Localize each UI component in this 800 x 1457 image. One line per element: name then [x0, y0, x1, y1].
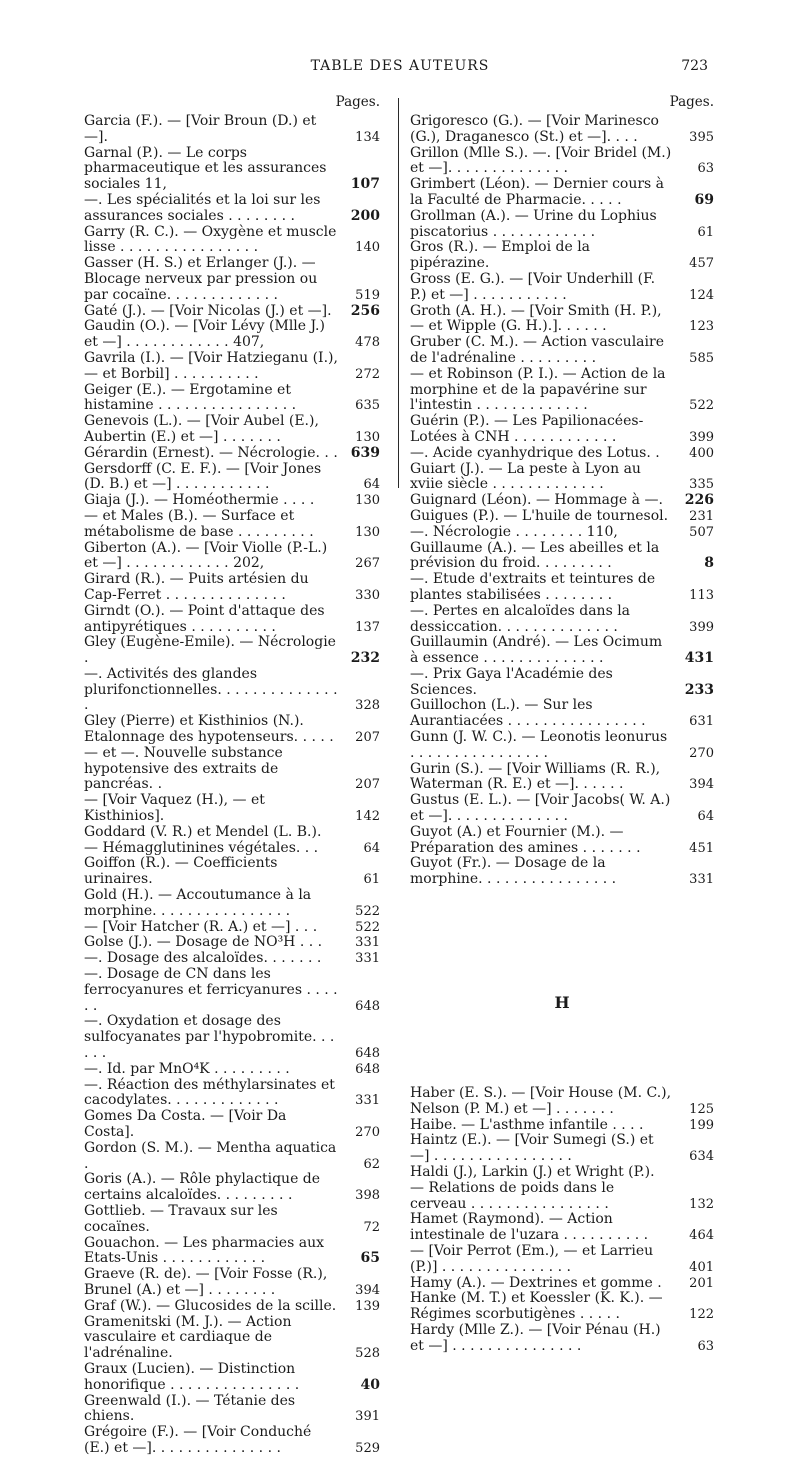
entry-page-number: 394	[689, 777, 714, 793]
index-entry	[84, 935, 380, 951]
entry-page-number: 201	[689, 1275, 714, 1291]
entry-page-number: 634	[689, 1149, 714, 1165]
entry-text: —. Dosage de CN dans les ferrocyanures et ferricyanures . . . . . .	[84, 966, 338, 1014]
entry-page-number: 639	[350, 444, 380, 461]
entry-page-number: 431	[684, 650, 714, 667]
entry-page-number: 331	[355, 951, 380, 967]
entry-page-number: 207	[355, 730, 380, 746]
index-entry	[84, 1141, 380, 1173]
entry-page-number: 267	[355, 556, 380, 572]
entry-page-number: 231	[689, 508, 714, 524]
column-divider	[398, 98, 399, 488]
index-entry	[84, 1362, 380, 1394]
index-entry	[410, 367, 714, 414]
index-entry	[410, 1323, 714, 1355]
index-entry	[84, 509, 380, 541]
entry-text: Gley (Eugène-Emile). — Nécrologie .	[84, 634, 336, 667]
entry-page-number: 328	[355, 698, 380, 714]
entry-page-number: 522	[355, 919, 380, 935]
index-entry	[84, 746, 380, 793]
index-entry	[410, 1291, 714, 1323]
index-entry	[410, 1244, 714, 1276]
entry-text: Giaja (J.). — Homéothermie . . . .	[84, 492, 315, 509]
entry-text: Grimbert (Léon). — Dernier cours à la Faculté de Pharmacie. . . . .	[410, 176, 665, 208]
index-entry	[410, 1212, 714, 1244]
entry-page-number: 398	[355, 1188, 380, 1204]
entry-page-number: 270	[355, 1125, 380, 1140]
entry-page-number: 200	[350, 207, 380, 224]
entry-text: Gley (Pierre) et Kisthinios (N.). Etalonnage des hypotenseurs. . . . .	[84, 713, 334, 746]
pages-label: Pages.	[669, 94, 714, 110]
entry-text: — [Voir Hatcher (R. A.) et —] . . .	[84, 918, 318, 935]
index-entry	[84, 462, 380, 494]
entry-page-number: 529	[355, 1440, 380, 1456]
entry-text: Gasser (H. S.) et Erlanger (J.). — Blocage nerveux par pression ou par cocaïne. . . . . . . . . . . . .	[84, 255, 318, 303]
left-column	[84, 92, 380, 1457]
entry-page-number: 464	[689, 1228, 714, 1244]
entry-text: —. Nécrologie . . . . . . . . 110,	[410, 523, 618, 540]
entry-text: Guignard (Léon). — Hommage à —.	[410, 492, 663, 509]
index-entry	[84, 920, 380, 936]
entry-page-number: 331	[355, 935, 380, 951]
entry-text: Guillochon (L.). — Sur les Aurantiacées . . . . . . . . . . . . . . . .	[410, 697, 646, 730]
entry-text: Gouachon. — Les pharmacies aux Etats-Unis . . . . . . . . . . . .	[84, 1234, 324, 1267]
index-entry	[84, 146, 380, 193]
entry-page-number: 648	[355, 998, 380, 1014]
page-number: 723	[681, 58, 708, 74]
entry-page-number: 331	[355, 1093, 380, 1109]
index-entry	[84, 604, 380, 636]
index-entry	[410, 1118, 714, 1134]
index-entry	[410, 462, 714, 494]
entry-page-number: 648	[355, 1061, 380, 1077]
entry-page-number: 331	[689, 872, 714, 888]
index-entry	[410, 209, 714, 241]
entry-text: —. Activités des glandes plurifonctionnelles. . . . . . . . . . . . . . .	[84, 665, 338, 714]
index-entry	[410, 730, 714, 762]
entry-page-number: 113	[689, 587, 714, 603]
index-entry	[84, 1236, 380, 1268]
entry-text: Girndt (O.). — Point d'attaque des antipyrétiques . . . . . . . . . .	[84, 602, 325, 635]
entry-page-number: 69	[694, 191, 714, 208]
entry-text: Golse (J.). — Dosage de NO³H . . .	[84, 934, 323, 951]
entry-page-number: 63	[697, 161, 714, 177]
entry-page-number: 64	[363, 840, 380, 856]
entry-text: Gruber (C. M.). — Action vasculaire de l'adrénaline . . . . . . . . .	[410, 334, 664, 366]
entry-text: Grillon (Mlle S.). —. [Voir Bridel (M.) et —]. . . . . . . . . . . . . .	[410, 144, 672, 177]
index-entry	[84, 1078, 380, 1110]
entry-page-number: 124	[689, 287, 714, 303]
index-entry	[410, 414, 714, 446]
section-letter: H	[554, 993, 570, 1013]
entry-page-number: 522	[355, 903, 380, 919]
entry-text: —. Réaction des méthylarsinates et cacodylates. . . . . . . . . . . . .	[84, 1076, 335, 1109]
entry-text: —. Dosage des alcaloïdes. . . . . . .	[84, 950, 322, 967]
index-entry	[410, 177, 714, 209]
entry-page-number: 400	[689, 445, 714, 461]
entry-page-number: 270	[689, 745, 714, 761]
index-entry	[84, 1394, 380, 1426]
entry-text: Hardy (Mlle Z.). — [Voir Pénau (H.) et —] . . . . . . . . . . . . . . .	[410, 1322, 661, 1354]
index-entry	[410, 541, 714, 573]
index-entry	[410, 493, 714, 509]
entry-text: Gaudin (O.). — [Voir Lévy (Mlle J.) et —] . . . . . . . . . . . . 407,	[84, 318, 325, 351]
index-entry	[84, 1062, 380, 1078]
index-entry	[410, 635, 714, 667]
entry-text: Gold (H.). — Accoutumance à la morphine. . . . . . . . . . . . . . . .	[84, 887, 312, 919]
entry-page-number: 134	[355, 129, 380, 145]
entry-page-number: 394	[355, 1282, 380, 1298]
index-entry	[410, 525, 714, 541]
entry-page-number: 232	[350, 650, 380, 667]
index-entry	[84, 1315, 380, 1362]
entry-page-number: 401	[689, 1259, 714, 1275]
entry-text: Gaté (J.). — [Voir Nicolas (J.) et —].	[84, 302, 332, 319]
index-entry	[84, 304, 380, 320]
entry-page-number: 330	[355, 587, 380, 603]
entry-page-number: 399	[689, 619, 714, 635]
entry-page-number: 130	[355, 524, 380, 540]
index-entry	[84, 319, 380, 351]
entry-page-number: 65	[360, 1250, 380, 1267]
index-entry	[84, 383, 380, 415]
entry-text: Hamet (Raymond). — Action intestinale de l'uzara . . . . . . . . . .	[410, 1211, 649, 1244]
left-entry-list	[84, 114, 380, 1457]
entry-text: —. Prix Gaya l'Académie des Sciences.	[410, 665, 613, 698]
entry-page-number: 507	[689, 524, 714, 540]
index-entry	[84, 1014, 380, 1061]
entry-text: Guérin (P.). — Les Papilionacées-Lotées à CNH . . . . . . . . . . . .	[410, 413, 644, 445]
entry-text: Gérardin (Ernest). — Nécrologie. . .	[84, 444, 338, 461]
entry-text: — [Voir Perrot (Em.), — et Larrieu (P.)] . . . . . . . . . . . . . . .	[410, 1243, 654, 1275]
entry-text: Giberton (A.). — [Voir Violle (P.-L.) et —] . . . . . . . . . . . . 202,	[84, 539, 328, 572]
index-entry	[84, 667, 380, 714]
entry-page-number: 64	[363, 477, 380, 493]
entry-page-number: 125	[689, 1101, 714, 1117]
entry-page-number: 635	[355, 398, 380, 414]
index-entry	[410, 304, 714, 336]
entry-text: Graeve (R. de). — [Voir Fosse (R.), Brunel (A.) et —] . . . . . . . .	[84, 1266, 328, 1298]
entry-page-number: 8	[704, 555, 714, 572]
entry-text: Groth (A. H.). — [Voir Smith (H. P.), — et Wipple (G. H.).]. . . . . .	[410, 302, 662, 335]
entry-text: Greenwald (I.). — Tétanie des chiens.	[84, 1392, 296, 1425]
entry-text: Haldi (J.), Larkin (J.) et Wright (P.). — Relations de poids dans le cerveau . . . . . . . . . . . . . . . .	[410, 1164, 655, 1212]
index-entry	[84, 193, 380, 225]
entry-text: Genevois (L.). — [Voir Aubel (E.), Aubertin (E.) et —] . . . . . . .	[84, 413, 319, 445]
entry-text: Graf (W.). — Glucosides de la scille.	[84, 1297, 337, 1314]
entry-text: Garnal (P.). — Le corps pharmaceutique et les assurances sociales 11,	[84, 144, 327, 193]
entry-page-number: 137	[355, 619, 380, 635]
index-entry	[84, 1299, 380, 1315]
entry-text: Haibe. — L'asthme infantile . . . .	[410, 1116, 644, 1133]
index-entry	[410, 572, 714, 604]
entry-page-number: 199	[689, 1117, 714, 1133]
index-entry	[410, 272, 714, 304]
right-entry-list	[410, 114, 714, 888]
entry-page-number: 64	[697, 809, 714, 825]
index-entry	[84, 1109, 380, 1141]
index-entry	[410, 1133, 714, 1165]
index-entry	[410, 509, 714, 525]
entry-text: Grigoresco (G.). — [Voir Marinesco (G.), Draganesco (St.) et —]. . . .	[410, 113, 659, 145]
entry-text: Gavrila (I.). — [Voir Hatzieganu (I.), — et Borbil] . . . . . . . . . .	[84, 349, 338, 382]
entry-text: Gottlieb. — Travaux sur les cocaïnes.	[84, 1202, 278, 1235]
index-entry	[410, 1086, 714, 1118]
index-entry	[84, 714, 380, 746]
entry-text: Guigues (P.). — L'huile de tournesol.	[410, 507, 669, 524]
entry-page-number: 40	[360, 1376, 380, 1393]
entry-page-number: 451	[689, 840, 714, 856]
entry-text: Gramenitski (M. J.). — Action vasculaire et cardiaque de l'adrénaline.	[84, 1313, 292, 1362]
index-entry	[410, 1165, 714, 1212]
entry-text: —. Acide cyanhydrique des Lotus. .	[410, 444, 660, 461]
entry-page-number: 107	[350, 176, 380, 193]
entry-page-number: 63	[697, 1338, 714, 1354]
index-entry	[410, 446, 714, 462]
entry-text: Garry (R. C.). — Oxygène et muscle lisse . . . . . . . . . . . . . . . .	[84, 223, 337, 256]
entry-page-number: 256	[350, 302, 380, 319]
entry-page-number: 226	[684, 492, 714, 509]
entry-text: Guillaumin (André). — Les Ocimum à essence . . . . . . . . . . . . . .	[410, 634, 663, 667]
index-entry	[410, 698, 714, 730]
index-entry	[84, 493, 380, 509]
entry-page-number: 122	[689, 1307, 714, 1323]
entry-page-number: 335	[689, 477, 714, 493]
entry-page-number: 522	[689, 398, 714, 414]
entry-page-number: 132	[689, 1196, 714, 1212]
index-entry	[410, 114, 714, 146]
entry-text: Guiart (J.). — La peste à Lyon au xviie siècle . . . . . . . . . . . . .	[410, 460, 641, 493]
entry-text: — [Voir Vaquez (H.), — et Kisthinios].	[84, 792, 265, 825]
entry-text: —. Id. par MnO⁴K . . . . . . . . .	[84, 1060, 290, 1077]
entry-text: —. Pertes en alcaloïdes dans la dessiccation. . . . . . . . . . . . . .	[410, 602, 631, 635]
index-entry	[410, 856, 714, 888]
entry-page-number: 519	[355, 287, 380, 303]
entry-page-number: 61	[363, 872, 380, 888]
index-entry	[410, 240, 714, 272]
entry-text: Gross (E. G.). — [Voir Underhill (F. P.) et —] . . . . . . . . . . .	[410, 270, 656, 303]
entry-text: Graux (Lucien). — Distinction honorifique . . . . . . . . . . . . . . .	[84, 1360, 300, 1393]
entry-page-number: 142	[355, 809, 380, 825]
entry-page-number: 272	[355, 366, 380, 382]
entry-page-number: 395	[689, 129, 714, 145]
right-column	[410, 92, 714, 1355]
index-entry	[84, 446, 380, 462]
entry-text: Goddard (V. R.) et Mendel (L. B.). — Hémagglutinines végétales. . .	[84, 823, 322, 856]
entry-text: Guillaume (A.). — Les abeilles et la prévision du froid. . . . . . . . .	[410, 539, 660, 572]
index-entry	[84, 351, 380, 383]
index-entry	[84, 825, 380, 857]
entry-text: — et Males (B.). — Surface et métabolisme de base . . . . . . . . .	[84, 507, 314, 540]
index-entry	[84, 967, 380, 1014]
index-entry	[84, 1267, 380, 1299]
entry-text: —. Etude d'extraits et teintures de plantes stabilisées . . . . . . . .	[410, 571, 656, 603]
entry-page-number: 391	[355, 1409, 380, 1425]
entry-page-number: 123	[689, 319, 714, 335]
index-entry	[410, 146, 714, 178]
entry-text: —. Oxydation et dosage des sulfocyanates par l'hypobromite. . . . . .	[84, 1013, 335, 1062]
entry-page-number: 528	[355, 1346, 380, 1362]
entry-text: Grégoire (F.). — [Voir Conduché (E.) et —]. . . . . . . . . . . . . . .	[84, 1424, 312, 1456]
entry-page-number: 631	[689, 714, 714, 730]
index-entry	[84, 1425, 380, 1457]
index-entry	[84, 1172, 380, 1204]
entry-text: Hamy (A.). — Dextrines et gomme .	[410, 1274, 662, 1291]
entry-page-number: 130	[355, 493, 380, 509]
entry-page-number: 62	[363, 1156, 380, 1172]
index-entry	[84, 572, 380, 604]
index-entry	[410, 825, 714, 857]
index-entry	[84, 256, 380, 303]
entry-page-number: 457	[689, 256, 714, 272]
entry-page-number: 61	[697, 224, 714, 240]
index-entry	[84, 1204, 380, 1236]
right-entry-list-h	[410, 1086, 714, 1355]
entry-text: — et —. Nouvelle substance hypotensive des extraits de pancréas. .	[84, 744, 283, 793]
entry-text: Gersdorff (C. E. F.). — [Voir Jones (D. B.) et —] . . . . . . . . . . .	[84, 460, 322, 493]
entry-text: Guyot (A.) et Fournier (M.). — Préparation des amines . . . . . . .	[410, 823, 641, 856]
index-entry	[84, 541, 380, 573]
entry-page-number: 207	[355, 777, 380, 793]
entry-page-number: 72	[363, 1219, 380, 1235]
entry-page-number: 139	[355, 1298, 380, 1314]
entry-text: Gustus (E. L.). — [Voir Jacobs( W. A.) et —]. . . . . . . . . . . . . .	[410, 792, 671, 825]
index-entry	[84, 114, 380, 146]
entry-text: Gordon (S. M.). — Mentha aquatica .	[84, 1139, 337, 1172]
entry-text: Gomes Da Costa. — [Voir Da Costa].	[84, 1108, 287, 1140]
index-entry	[410, 762, 714, 794]
index-entry	[410, 1276, 714, 1292]
index-entry	[84, 856, 380, 888]
entry-page-number: 399	[689, 429, 714, 445]
index-entry	[84, 635, 380, 667]
entry-page-number: 478	[355, 335, 380, 351]
index-entry	[84, 793, 380, 825]
entry-page-number: 233	[684, 681, 714, 698]
entry-text: Gurin (S.). — [Voir Williams (R. R.), Waterman (R. E.) et —]. . . . . .	[410, 760, 661, 793]
entry-page-number: 648	[355, 1046, 380, 1062]
entry-text: Hanke (M. T.) et Koessler (K. K.). — Régimes scorbutigènes . . . . .	[410, 1290, 663, 1323]
pages-label: Pages.	[335, 94, 380, 110]
entry-text: Gros (R.). — Emploi de la pipérazine.	[410, 239, 591, 272]
index-entry	[410, 667, 714, 699]
index-entry	[410, 793, 714, 825]
index-entry	[84, 951, 380, 967]
index-entry	[84, 888, 380, 920]
page-header	[0, 58, 800, 82]
index-entry	[410, 604, 714, 636]
entry-text: Gunn (J. W. C.). — Leonotis leonurus . . . . . . . . . . . . . . . .	[410, 729, 668, 761]
entry-text: — et Robinson (P. I.). — Action de la morphine et de la papavérine sur l'intestin . . . . . . . . . . . . .	[410, 365, 666, 414]
index-entry	[84, 414, 380, 446]
entry-text: Haintz (E.). — [Voir Sumegi (S.) et —] . . . . . . . . . . . . . . . .	[410, 1132, 654, 1165]
entry-text: Goiffon (R.). — Coefficients urinaires.	[84, 855, 278, 888]
entry-text: Girard (R.). — Puits artésien du Cap-Ferret . . . . . . . . . . . . . .	[84, 571, 309, 603]
entry-text: Geiger (E.). — Ergotamine et histamine . . . . . . . . . . . . . . . .	[84, 381, 297, 414]
entry-page-number: 130	[355, 429, 380, 445]
entry-text: Garcia (F.). — [Voir Broun (D.) et—].	[84, 113, 317, 145]
entry-text: Goris (A.). — Rôle phylactique de certains alcaloïdes. . . . . . . . .	[84, 1171, 321, 1204]
entry-page-number: 140	[355, 240, 380, 256]
entry-text: Grollman (A.). — Urine du Lophius piscatorius . . . . . . . . . . . .	[410, 207, 657, 240]
entry-text: —. Les spécialités et la loi sur les assurances sociales . . . . . . . .	[84, 191, 321, 224]
index-entry	[84, 225, 380, 257]
index-entry	[410, 335, 714, 367]
entry-text: Haber (E. S.). — [Voir House (M. C.), Nelson (P. M.) et —] . . . . . . .	[410, 1085, 672, 1117]
entry-page-number: 585	[689, 350, 714, 366]
entry-text: Guyot (Fr.). — Dosage de la morphine. . . . . . . . . . . . . . . .	[410, 855, 617, 888]
running-title: TABLE DES AUTEURS	[310, 58, 490, 74]
